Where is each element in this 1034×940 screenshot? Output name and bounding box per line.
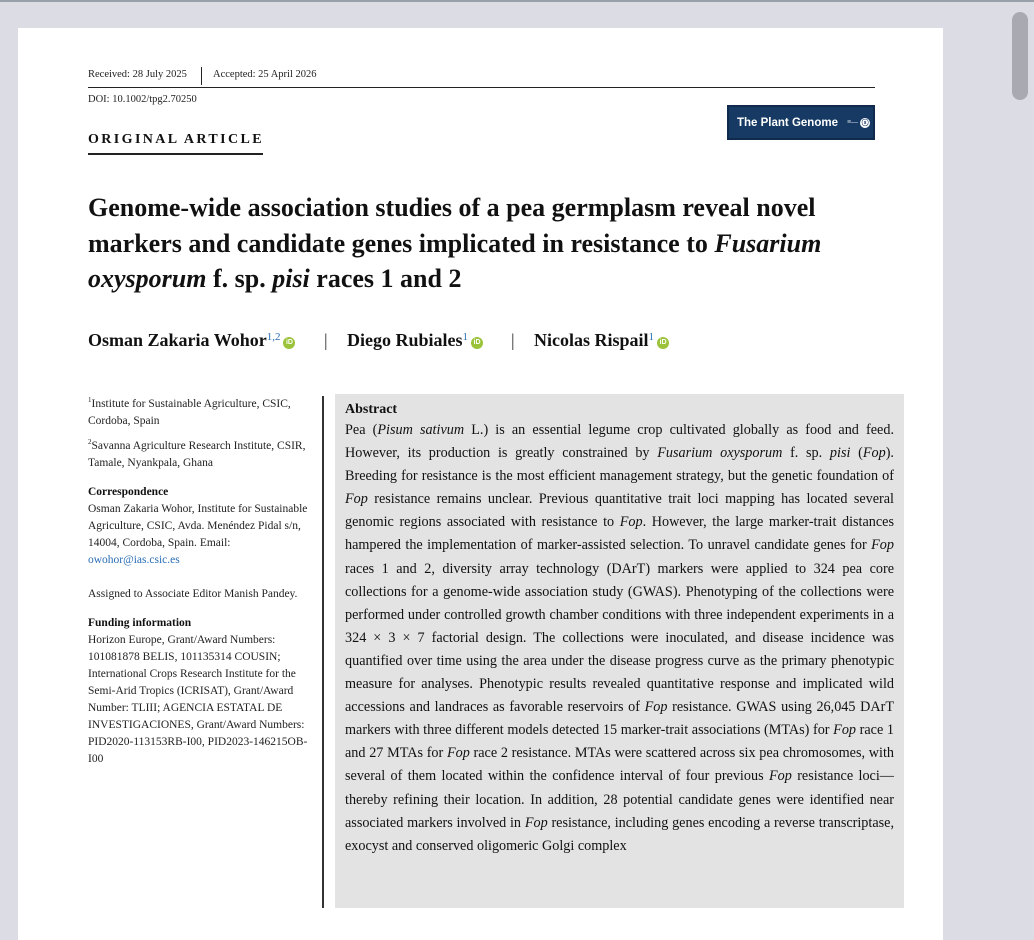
affil-text: Institute for Sustainable Agriculture, CSIC, Cordoba, Spain	[88, 397, 291, 427]
author-affil-sup[interactable]: 1,2	[266, 331, 281, 343]
abstract-segment: Pea (	[345, 422, 378, 438]
author-name: Osman Zakaria Wohor	[88, 330, 267, 350]
author-1[interactable]	[88, 330, 295, 351]
affil-sup: 2	[88, 437, 92, 446]
article-type-rule	[88, 153, 263, 155]
author-name: Diego Rubiales	[347, 330, 463, 350]
title-italic-1: Fusarium oxysporum	[88, 228, 822, 293]
abstract-segment: resistance loci—thereby refining their location. In addition, 28 potential candidate genes were identified near associated markers involved in	[345, 768, 894, 831]
abstract-italic-term: Fop	[446, 745, 470, 762]
abstract-italic-term: Fop	[524, 814, 548, 831]
author-2[interactable]	[347, 330, 483, 351]
correspondence-address: Osman Zakaria Wohor, Institute for Sustainable Agriculture, CSIC, Avda. Menéndez Pidal s/n, 14004, Cordoba, Spain.	[88, 502, 308, 549]
abstract-italic-term: Fop	[871, 537, 894, 554]
email-label: Email:	[199, 536, 231, 549]
affil-sup: 1	[88, 396, 92, 404]
pdf-page	[18, 28, 943, 940]
title-text-3: races 1 and 2	[309, 264, 462, 293]
abstract-segment: L.) is an essential legume crop cultivated globally as food and feed. However, its production is greatly constrained by	[345, 422, 894, 462]
affil-text: Savanna Agriculture Research Institute, CSIR, Tamale, Nyankpala, Ghana	[88, 439, 306, 469]
accepted-date: Accepted: 25 April 2026	[213, 69, 317, 80]
dates-divider	[201, 67, 202, 85]
abstract-box	[335, 394, 904, 908]
abstract-segment: resistance, including genes encoding a reverse transcriptase, exocyst and conserved oligomeric Golgi complex	[345, 814, 895, 854]
abstract-segment: race 2 resistance. MTAs were scattered across six pea chromosomes, with several of them located within the confidence interval of four previous	[345, 745, 894, 785]
affiliation-2	[88, 434, 318, 472]
orcid-icon[interactable]: iD	[471, 337, 483, 349]
author-3[interactable]	[534, 330, 669, 351]
abstract-italic-term: Fop	[619, 514, 643, 531]
abstract-segment: races 1 and 2, diversity array technology (DArT) markers were applied to 324 pea core collections for a genome-wide association study (GWAS). Phenotyping of the collections were performed under controlled growth chamber conditions with three independent experiments in a 324 × 3 × 7 factorial design. The collections were inoculated, and disease incidence was quantified over time using the area under the disease progress curve as the primary phenotypic measure for analyses. Phenotypic results revealed quantitative response and implicated wild accessions and landraces as favorable reservoirs of	[345, 560, 894, 716]
abstract-italic-term: pisi	[829, 445, 851, 462]
orcid-icon[interactable]: iD	[657, 337, 669, 349]
abstract-italic-term: Fusarium oxysporum	[657, 445, 783, 462]
received-date: Received: 28 July 2025	[88, 69, 187, 80]
title-text-2: f. sp.	[206, 264, 273, 293]
article-type: ORIGINAL ARTICLE	[88, 132, 265, 147]
funding-text: Horizon Europe, Grant/Award Numbers: 101081878 BELIS, 101135314 COUSIN; International Crops Research Institute for the Semi-Arid Tropics (ICRISAT), Grant/Award Number: TLIII; AGENCIA ESTATAL DE INVESTIGACIONES, Grant/Award Numbers: PID2020-113153RB-I00, PID2023-146215OB-I00	[88, 633, 308, 765]
sidebar-divider	[322, 396, 324, 908]
journal-logo-badge[interactable]	[727, 105, 875, 140]
doi: DOI: 10.1002/tpg2.70250	[88, 94, 197, 105]
abstract-heading: Abstract	[345, 402, 398, 417]
funding-heading: Funding information	[88, 616, 192, 629]
scrollbar-thumb[interactable]	[1012, 12, 1028, 100]
journal-mark-icon: ⓢ	[861, 119, 869, 127]
society-logo-icon: ≡—	[846, 119, 859, 126]
abstract-italic-term: Fop	[644, 699, 668, 716]
window-top-edge	[0, 0, 1034, 2]
correspondence-heading: Correspondence	[88, 485, 169, 498]
abstract-italic-term: Fop	[833, 722, 857, 739]
title-text-1: Genome-wide association studies of a pea germplasm reveal novel markers and candidate genes implicated in resistance to	[88, 193, 816, 258]
title-italic-2: pisi	[272, 264, 310, 293]
author-affil-sup[interactable]: 1	[462, 331, 469, 343]
abstract-text	[345, 419, 894, 858]
editor-note: Assigned to Associate Editor Manish Pandey.	[88, 587, 298, 600]
affiliation-1	[88, 392, 318, 430]
header-rule	[88, 87, 875, 88]
abstract-italic-term: Fop	[345, 491, 368, 508]
author-separator: |	[511, 330, 515, 350]
journal-name: The Plant Genome	[737, 116, 838, 129]
correspondence-text	[88, 501, 318, 569]
orcid-icon[interactable]: iD	[283, 337, 295, 349]
sidebar-info	[88, 392, 318, 768]
abstract-segment: resistance. GWAS using 26,045 DArT markers with three different models detected 15 marker-trait associations (MTAs) for	[345, 699, 894, 739]
author-separator: |	[324, 330, 328, 350]
abstract-italic-term: Pisum sativum	[377, 422, 465, 438]
abstract-segment: f. sp.	[782, 445, 830, 462]
email-link[interactable]: owohor@ias.csic.es	[88, 553, 180, 566]
author-name: Nicolas Rispail	[534, 330, 649, 350]
abstract-italic-term: Fop	[768, 768, 792, 785]
abstract-segment: ). Breeding for resistance is the most efficient management strategy, but the genetic foundation of	[345, 445, 894, 485]
abstract-segment: (	[850, 445, 863, 462]
abstract-segment: race 1 and 27 MTAs for	[345, 722, 894, 762]
abstract-italic-term: Fop	[862, 445, 886, 462]
article-title	[88, 190, 888, 297]
author-affil-sup[interactable]: 1	[648, 331, 655, 343]
abstract-segment: resistance remains unclear. Previous quantitative trait loci mapping has located several genomic regions associated with resistance to	[345, 491, 894, 531]
abstract-segment: . However, the large marker-trait distances hampered the implementation of marker-assisted selection. To unravel candidate genes for	[345, 514, 894, 554]
